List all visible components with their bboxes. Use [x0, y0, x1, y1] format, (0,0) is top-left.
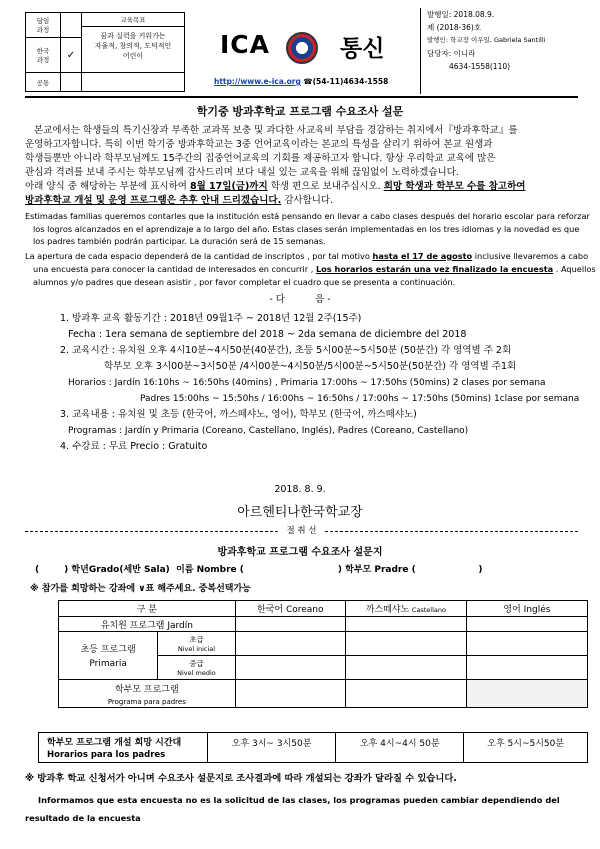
- ica-banner: [210, 26, 435, 70]
- row-primary-initial: 초급 Nivel inicial: [158, 632, 235, 656]
- kr-line: 본교에서는 학생들의 특기신장과 부족한 교과목 보충 및 과다한 사교육비 부담을 경감하는 취지에서『방과후학교』를: [34, 125, 518, 136]
- disabled-parents-english: [466, 680, 587, 708]
- checkbox-kinder-english[interactable]: [466, 617, 587, 632]
- manager-contact: 4634-1558(110): [449, 62, 511, 71]
- time-option-3[interactable]: 오후 5시~5시50분: [464, 733, 588, 763]
- checkbox-initial-english[interactable]: [466, 632, 587, 656]
- kr-request-line: 아래 양식 중 해당하는 부분에 표시하여 8월 17일(금)까지 학생 편으로 보내주십시오. 희망 학생과 학부모 수를 참고하여: [25, 181, 526, 192]
- items-list: [60, 311, 579, 455]
- kr-line: 관심과 격려를 보내 주시는 학부모님께 감사드리며 보다 내실 있는 교육을 위해 끊임없이 노력하겠습니다.: [25, 167, 459, 178]
- kr-paragraph: [25, 124, 585, 208]
- contact-line: [214, 76, 388, 88]
- es-line: Estimadas familias queremos contarles que la institución está pensando en llevar a cabo clases después del horario escolar para reforzar: [25, 211, 590, 221]
- time-label: 학부모 프로그램 개설 희망 시간대 Horarios para los padres: [39, 733, 208, 763]
- es-paragraph: [25, 210, 590, 248]
- checkbox-kinder-castellano[interactable]: [345, 617, 466, 632]
- edu-goal-text: 꿈과 실력을 키워가는 자율적, 창의적, 도덕적인 어린이: [94, 32, 172, 60]
- tong-title: 통신: [340, 36, 385, 62]
- form-instruction: ※ 참가를 희망하는 강좌에 ∨표 해주세요. 중복선택가능: [30, 584, 251, 594]
- row-parents: 학부모 프로그램 Programa para padres: [59, 680, 236, 708]
- row-label-common: 공통: [26, 73, 61, 92]
- approval-table: [25, 12, 185, 92]
- header-divider: [25, 96, 578, 98]
- footer-note-es: Informamos que esta encuesta no es la solicitud de las clases, los programas pueden cambiar dependiendo del resultado de la encuesta: [25, 795, 560, 823]
- school-name: 아르헨티나한국학교장: [237, 505, 363, 520]
- check-mark: ✓: [61, 37, 82, 72]
- checkbox-medium-castellano[interactable]: [345, 656, 466, 680]
- issue-number: 제 (2018-36)호: [427, 23, 482, 32]
- kr-line: 운영하고자합니다. 특히 이번 학기중 방과후학교는 3중 언어교육이라는 본교의 특성을 살리기 위하여 본교 원생과: [25, 139, 493, 150]
- kr-request-line-2: 방과후학교 개설 및 운영 프로그램은 추후 안내 드리겠습니다. 감사합니다.: [25, 195, 334, 206]
- student-info-line[interactable]: ( ) 학년Grado(세반 Sala) 이름 Nombre ( ) 학부모 Pradre ( ): [35, 565, 483, 575]
- es-request: La apertura de cada espacio dependerá de la cantidad de inscriptos , por tal motivo hasta el 17 de agosto inclusive llevaremos a cabo una encuesta para conocer la cantidad de interesados en concurrir , Los horarios estarán una vez finalizado la encuesta . Aquellos alumnos y/o padres que desean asistir , por favor completar el cuadro que se presenta a continuación.: [25, 251, 596, 287]
- checkbox-medium-english[interactable]: [466, 656, 587, 680]
- row-label-korean: 한국 과정: [26, 37, 61, 72]
- edu-goal-cell: [82, 13, 185, 73]
- notice-center-mark: - 다 음 -: [269, 294, 331, 305]
- checkbox-parents-korean[interactable]: [235, 680, 345, 708]
- item-content: 3. 교육내용 : 유치원 및 초등 (한국어, 까스떼샤노, 영어), 학부모 (한국어, 까스떼샤노): [60, 409, 417, 420]
- row-label-homeroom: 담임 과정: [26, 13, 61, 38]
- item-period-es: Fecha : 1era semana de septiembre del 2018 ~ 2da semana de diciembre del 2018: [68, 329, 467, 340]
- col-english: 영어 Inglés: [466, 601, 587, 617]
- item-time-parents: 학부모 오후 3시00분~3시50분 /4시00분~4시50분/5시00분~5시50분(50분간) 각 영역별 주1회: [104, 361, 517, 372]
- checkbox-initial-korean[interactable]: [235, 632, 345, 656]
- checkbox-medium-korean[interactable]: [235, 656, 345, 680]
- cut-line-label: 절 취 선: [278, 525, 324, 537]
- manager: 담당자: 이니라: [427, 49, 476, 58]
- kr-line: 학생들뿐만 아니라 학부모님께도 15주간의 집중언어교육의 기회를 제공하고자 합니다. 항상 우리학교 교육에 많은: [25, 153, 496, 164]
- school-logo: [286, 32, 318, 64]
- deadline-kr: 8월 17일(금)까지: [189, 181, 268, 192]
- col-castellano: 까스떼샤노 Castellano: [345, 601, 466, 617]
- sign-date: 2018. 8. 9.: [274, 484, 326, 495]
- issue-date: 발행일: 2018.08.9.: [427, 10, 495, 19]
- checkbox-kinder-korean[interactable]: [235, 617, 345, 632]
- checkbox-parents-castellano[interactable]: [345, 680, 466, 708]
- col-korean: 한국어 Coreano: [235, 601, 345, 617]
- col-division: 구 분: [59, 601, 236, 617]
- time-table: [38, 732, 588, 763]
- time-option-1[interactable]: 오후 3시~ 3시50분: [208, 733, 336, 763]
- checkbox-initial-castellano[interactable]: [345, 632, 466, 656]
- item-period: 1. 방과후 교육 활동기간 : 2018년 09월1주 ~ 2018년 12월 2주(15주): [60, 313, 362, 324]
- notice-title: 학기중 방과후학교 프로그램 수요조사 설문: [196, 105, 404, 118]
- publisher: 발행인: 학교장 이우일, Gabriela Santilli: [427, 36, 546, 44]
- form-title: 방과후학교 프로그램 수요조사 설문지: [217, 547, 383, 558]
- ica-title: ICA: [220, 30, 270, 59]
- footer-note-kr: ※ 방과후 학교 신청서가 아니며 수요조사 설문지로 조사결과에 따라 개설되는 강좌가 달라질 수 있습니다.: [25, 773, 457, 784]
- issue-info: [420, 8, 592, 94]
- row-kinder: 유치원 프로그램 Jardín: [59, 617, 236, 632]
- item-time-es: Horarios : Jardín 16:10hs ~ 16:50hs (40mins) , Primaria 17:00hs ~ 17:50hs (50mins) 2 clases por semana: [68, 378, 546, 388]
- phone-number: ☎(54-11)4634-1558: [303, 77, 389, 86]
- site-link[interactable]: http://www.e-ica.org: [214, 77, 301, 86]
- es-line: los logros alcanzados en el aprendizaje a lo largo del año. Estas clases serán implementadas en los tres idiomas y la novedad es que: [33, 223, 580, 234]
- item-fee: 4. 수강료 : 무료 Precio : Gratuito: [60, 441, 208, 452]
- item-time: 2. 교육시간 : 유치원 오후 4시10분~4시50분(40분간), 초등 5시00분~5시50분 (50분간) 각 영역별 주 2회: [60, 345, 512, 356]
- row-primary-medium: 중급 Nivel medio: [158, 656, 235, 680]
- time-option-2[interactable]: 오후 4시~4시 50분: [336, 733, 464, 763]
- item-content-es: Programas : Jardín y Primaria (Coreano, Castellano, Inglés), Padres (Coreano, Castellano): [68, 426, 469, 436]
- cut-line: [25, 525, 578, 537]
- survey-table: [58, 600, 588, 708]
- edu-goal-title: 교육목표: [82, 15, 184, 27]
- deadline-es: hasta el 17 de agosto: [372, 251, 473, 261]
- item-time-es-parents: Padres 15:00hs ~ 15:50hs / 16:00hs ~ 16:50hs / 17:00hs ~ 17:50hs (50mins) 1clase por semana: [140, 394, 580, 404]
- es-line: los padres también podrán participar. La duración será de 15 semanas.: [33, 236, 326, 246]
- row-primary: 초등 프로그램 Primaria: [59, 632, 158, 680]
